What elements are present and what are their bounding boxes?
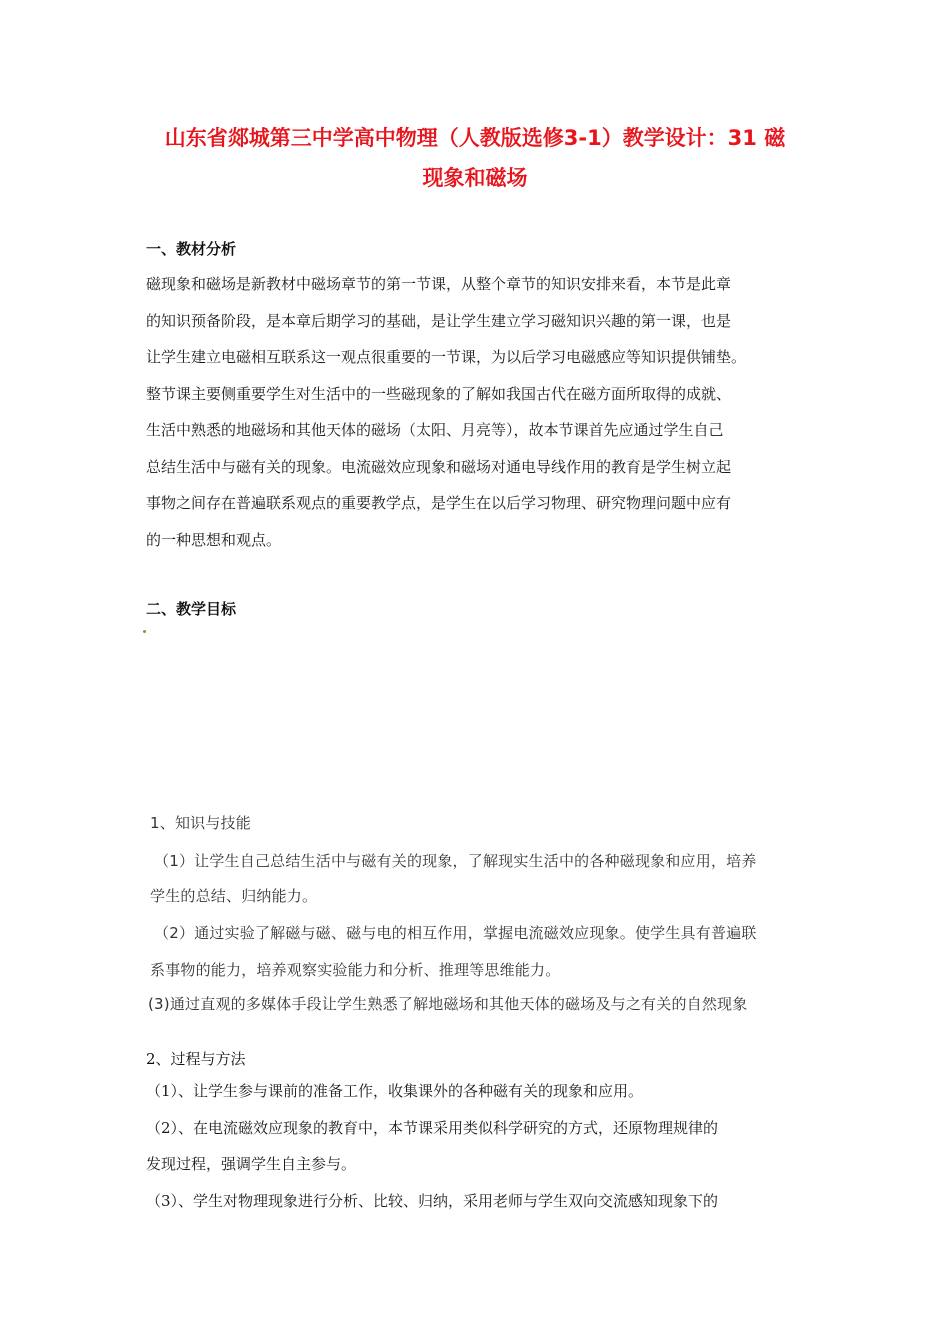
paragraph-line: （1）、让学生参与课前的准备工作，收集课外的各种磁有关的现象和应用。 — [146, 1082, 644, 1100]
knowledge-line: 学生的总结、归纳能力。 — [150, 887, 318, 905]
paragraph-line: 的一种思想和观点。 — [146, 530, 282, 549]
title-line-1: 山东省郯城第三中学高中物理（人教版选修3-1）教学设计：31 磁 — [164, 126, 786, 150]
speck-mark — [143, 630, 146, 633]
process-heading: 2、过程与方法 — [146, 1050, 246, 1068]
paragraph-line: （2）、在电流磁效应现象的教育中，本节课采用类似科学研究的方式，还原物理规律的 — [146, 1118, 719, 1137]
paragraph-line: 发现过程，强调学生自主参与。 — [146, 1155, 357, 1173]
paragraph-line: 生活中熟悉的地磁场和其他天体的磁场（太阳、月亮等），故本节课首先应通过学生自己 — [146, 421, 724, 439]
paragraph-line: 的知识预备阶段，是本章后期学习的基础，是让学生建立学习磁知识兴趣的第一课，也是 — [146, 311, 732, 330]
knowledge-heading: 1、知识与技能 — [150, 814, 251, 832]
document-title — [140, 118, 810, 198]
knowledge-line: (3)通过直观的多媒体手段让学生熟悉了解地磁场和其他天体的磁场及与之有关的自然现象 — [148, 995, 748, 1013]
paragraph-line: 整节课主要侧重要学生对生活中的一些磁现象的了解如我国古代在磁方面所取得的成就、 — [146, 384, 732, 403]
title-line-2: 现象和磁场 — [422, 166, 528, 190]
paragraph-line: 事物之间存在普遍联系观点的重要教学点，是学生在以后学习物理、研究物理问题中应有 — [146, 494, 732, 512]
knowledge-line: 系事物的能力，培养观察实验能力和分析、推理等思维能力。 — [150, 961, 561, 979]
process-paragraph — [146, 1073, 806, 1219]
paragraph-line: （3）、学生对物理现象进行分析、比较、归纳，采用老师与学生双向交流感知现象下的 — [146, 1191, 719, 1210]
paragraph-line: 总结生活中与磁有关的现象。电流磁效应现象和磁场对通电导线作用的教育是学生树立起 — [146, 457, 732, 476]
section-heading-goals: 二、教学目标 — [146, 600, 237, 618]
analysis-paragraph — [146, 266, 806, 558]
knowledge-line: （2）通过实验了解磁与磁、磁与电的相互作用，掌握电流磁效应现象。使学生具有普遍联 — [154, 924, 757, 942]
section-heading-analysis: 一、教材分析 — [146, 240, 237, 258]
paragraph-line: 让学生建立电磁相互联系这一观点很重要的一节课，为以后学习电磁感应等知识提供铺垫。 — [146, 348, 747, 366]
knowledge-line: （1）让学生自己总结生活中与磁有关的现象，了解现实生活中的各种磁现象和应用，培养 — [154, 852, 757, 870]
paragraph-line: 磁现象和磁场是新教材中磁场章节的第一节课，从整个章节的知识安排来看，本节是此章 — [146, 275, 732, 293]
